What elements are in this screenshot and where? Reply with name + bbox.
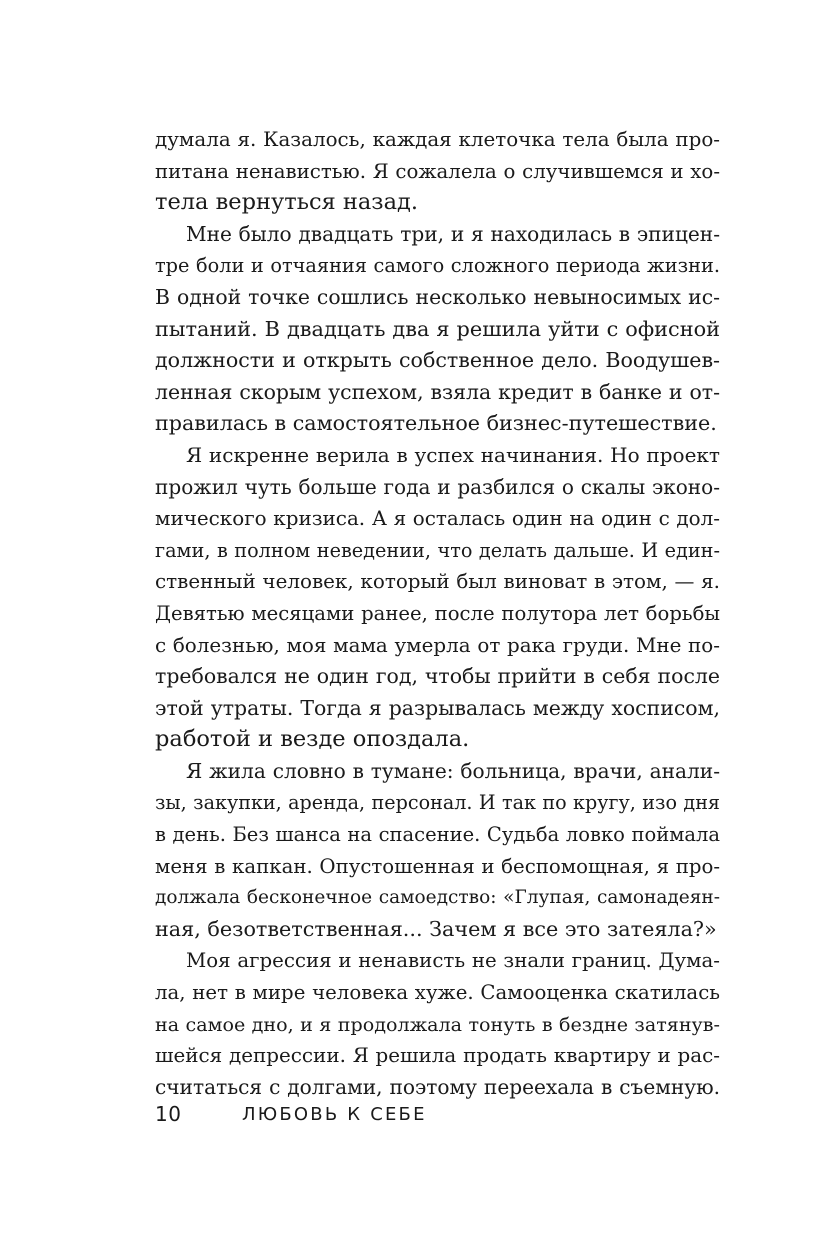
text-line: работой и везде опоздала. bbox=[155, 726, 470, 753]
text-line: в день. Без шанса на спасение. Судьба ловко поймала bbox=[155, 823, 720, 847]
text-line: мического кризиса. А я осталась один на один с дол- bbox=[155, 507, 720, 531]
text-line: должала бесконечное самоедство: «Глупая, самонадеян- bbox=[155, 887, 720, 909]
text-line: тре боли и отчаяния самого сложного периода жизни. bbox=[155, 254, 720, 278]
text-line: ла, нет в мире человека хуже. Самооценка скатилась bbox=[155, 981, 720, 1005]
text-line: Я искренне верила в успех начинания. Но проект bbox=[186, 442, 720, 467]
text-line: требовался не один год, чтобы прийти в себя после bbox=[155, 664, 720, 689]
text-line: правилась в самостоятельное бизнес-путешествие. bbox=[155, 411, 717, 436]
text-line: ная, безответственная... Зачем я все это затеяла?» bbox=[155, 916, 717, 941]
text-line: Девятью месяцами ранее, после полутора лет борьбы bbox=[155, 601, 720, 625]
text-line: с болезнью, моя мама умерла от рака груди. Мне по- bbox=[155, 633, 720, 657]
text-line: В одной точке сошлись несколько невыносимых ис- bbox=[155, 284, 720, 309]
text-line: Моя агрессия и ненависть не знали границ. Дума- bbox=[186, 949, 720, 973]
text-line: Я жила словно в тумане: больница, врачи, анали- bbox=[186, 758, 720, 783]
text-line: зы, закупки, аренда, персонал. И так по кругу, изо дня bbox=[155, 791, 720, 815]
text-line: питана ненавистью. Я сожалела о случившемся и хо- bbox=[155, 159, 720, 183]
text-line: ственный человек, который был виноват в этом, — я. bbox=[155, 570, 720, 594]
text-line: меня в капкан. Опустошенная и беспомощная, я про- bbox=[155, 854, 720, 878]
text-line: шейся депрессии. Я решила продать квартиру и рас- bbox=[155, 1044, 720, 1068]
page-number: 10 bbox=[155, 1102, 182, 1126]
text-line: думала я. Казалось, каждая клеточка тела была про- bbox=[155, 128, 720, 151]
text-line: ленная скорым успехом, взяла кредит в банке и от- bbox=[155, 379, 720, 404]
text-line: этой утраты. Тогда я разрывалась между хосписом, bbox=[155, 695, 720, 720]
text-line: тела вернуться назад. bbox=[155, 189, 418, 216]
text-line: должности и открыть собственное дело. Воодушев- bbox=[155, 348, 720, 373]
text-line: считаться с долгами, поэтому переехала в съемную. bbox=[155, 1074, 720, 1099]
text-line: гами, в полном неведении, что делать дальше. И един- bbox=[155, 538, 720, 562]
text-line: Мне было двадцать три, и я находилась в эпицен- bbox=[186, 221, 720, 246]
text-line: на самое дно, и я продолжала тонуть в бездне затянув- bbox=[155, 1012, 720, 1036]
body-text bbox=[155, 124, 720, 1103]
text-line: пытаний. В двадцать два я решила уйти с офисной bbox=[155, 316, 720, 341]
text-line: прожил чуть больше года и разбился о скалы эконо- bbox=[155, 474, 720, 499]
running-title: ЛЮБОВЬ К СЕБЕ bbox=[242, 1104, 427, 1125]
